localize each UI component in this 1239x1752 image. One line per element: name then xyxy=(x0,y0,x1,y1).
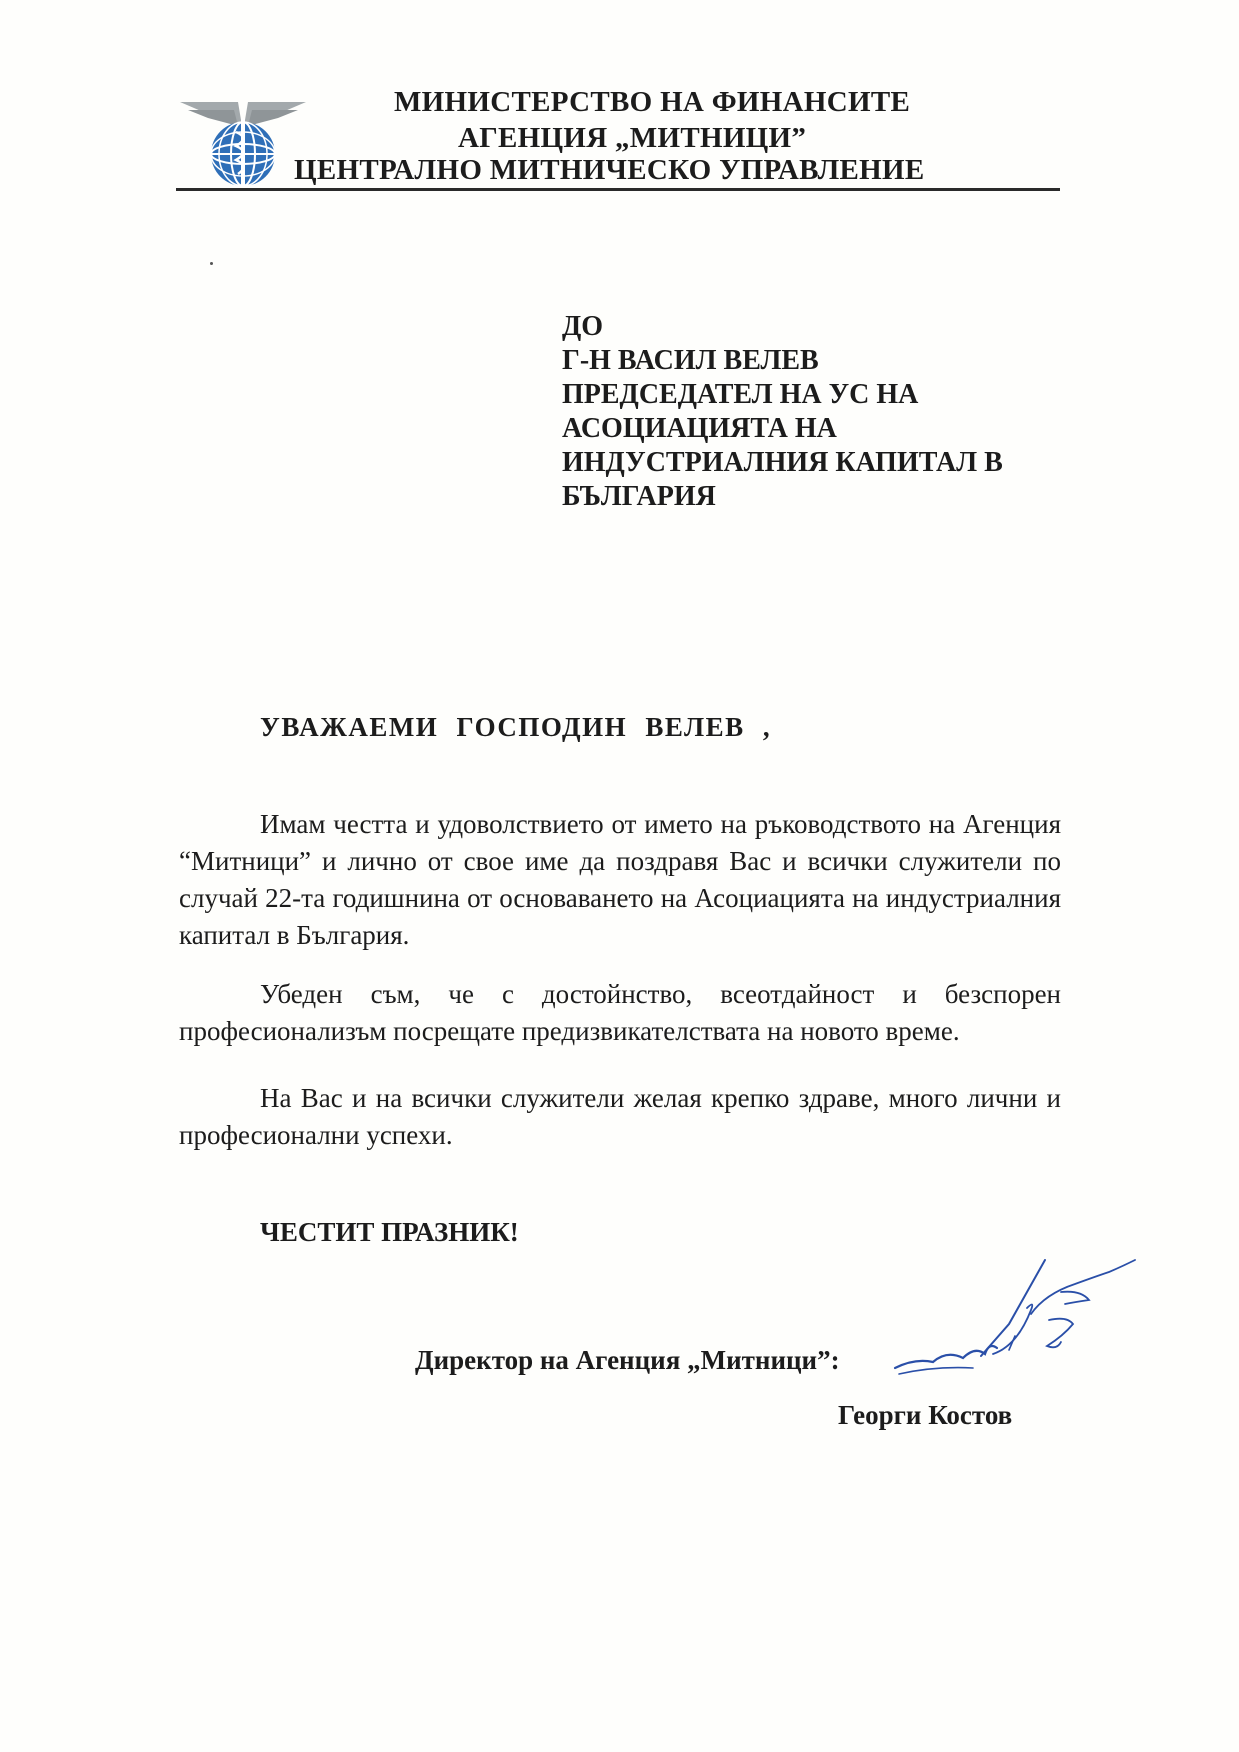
addressee-line: ИНДУСТРИАЛНИЯ КАПИТАЛ В xyxy=(562,447,1003,478)
addressee-line: ПРЕДСЕДАТЕЛ НА УС НА xyxy=(562,379,919,410)
body-paragraph: На Вас и на всички служители желая крепко здраве, много лични и професионални успехи. xyxy=(179,1083,1061,1150)
handwritten-signature xyxy=(885,1250,1165,1400)
customs-agency-emblem-icon xyxy=(178,96,308,188)
signer-name: Георги Костов xyxy=(838,1400,1013,1430)
letterhead-divider xyxy=(176,188,1060,191)
addressee-line: БЪЛГАРИЯ xyxy=(562,481,716,512)
addressee-line: Г-Н ВАСИЛ ВЕЛЕВ xyxy=(562,345,819,376)
body-paragraph: Имам честта и удоволствието от името на ръководството на Агенция “Митници” и лично от свое име да поздравя Вас и всички служители по случай 22-та годишнина от основаването на Асоциацията на индустриалния капитал в България. xyxy=(179,809,1061,950)
closing-greeting: ЧЕСТИТ ПРАЗНИК! xyxy=(260,1217,519,1247)
addressee-block xyxy=(562,310,1003,514)
salutation: УВАЖАЕМИ ГОСПОДИН ВЕЛЕВ , xyxy=(260,712,772,742)
letterhead-agency: АГЕНЦИЯ „МИТНИЦИ” xyxy=(458,122,807,154)
body-paragraph: Убеден съм, че с достойнство, всеотдайност и безспорен професионализъм посрещате предизвикателствата на новото време. xyxy=(179,979,1061,1046)
letterhead-department: ЦЕНТРАЛНО МИТНИЧЕСКО УПРАВЛЕНИЕ xyxy=(294,154,925,186)
addressee-line: АСОЦИАЦИЯТА НА xyxy=(562,413,837,444)
letterhead-ministry: МИНИСТЕРСТВО НА ФИНАНСИТЕ xyxy=(394,86,911,118)
addressee-line: ДО xyxy=(562,311,604,342)
signer-title: Директор на Агенция „Митници”: xyxy=(415,1345,840,1375)
scan-speck xyxy=(210,262,213,265)
